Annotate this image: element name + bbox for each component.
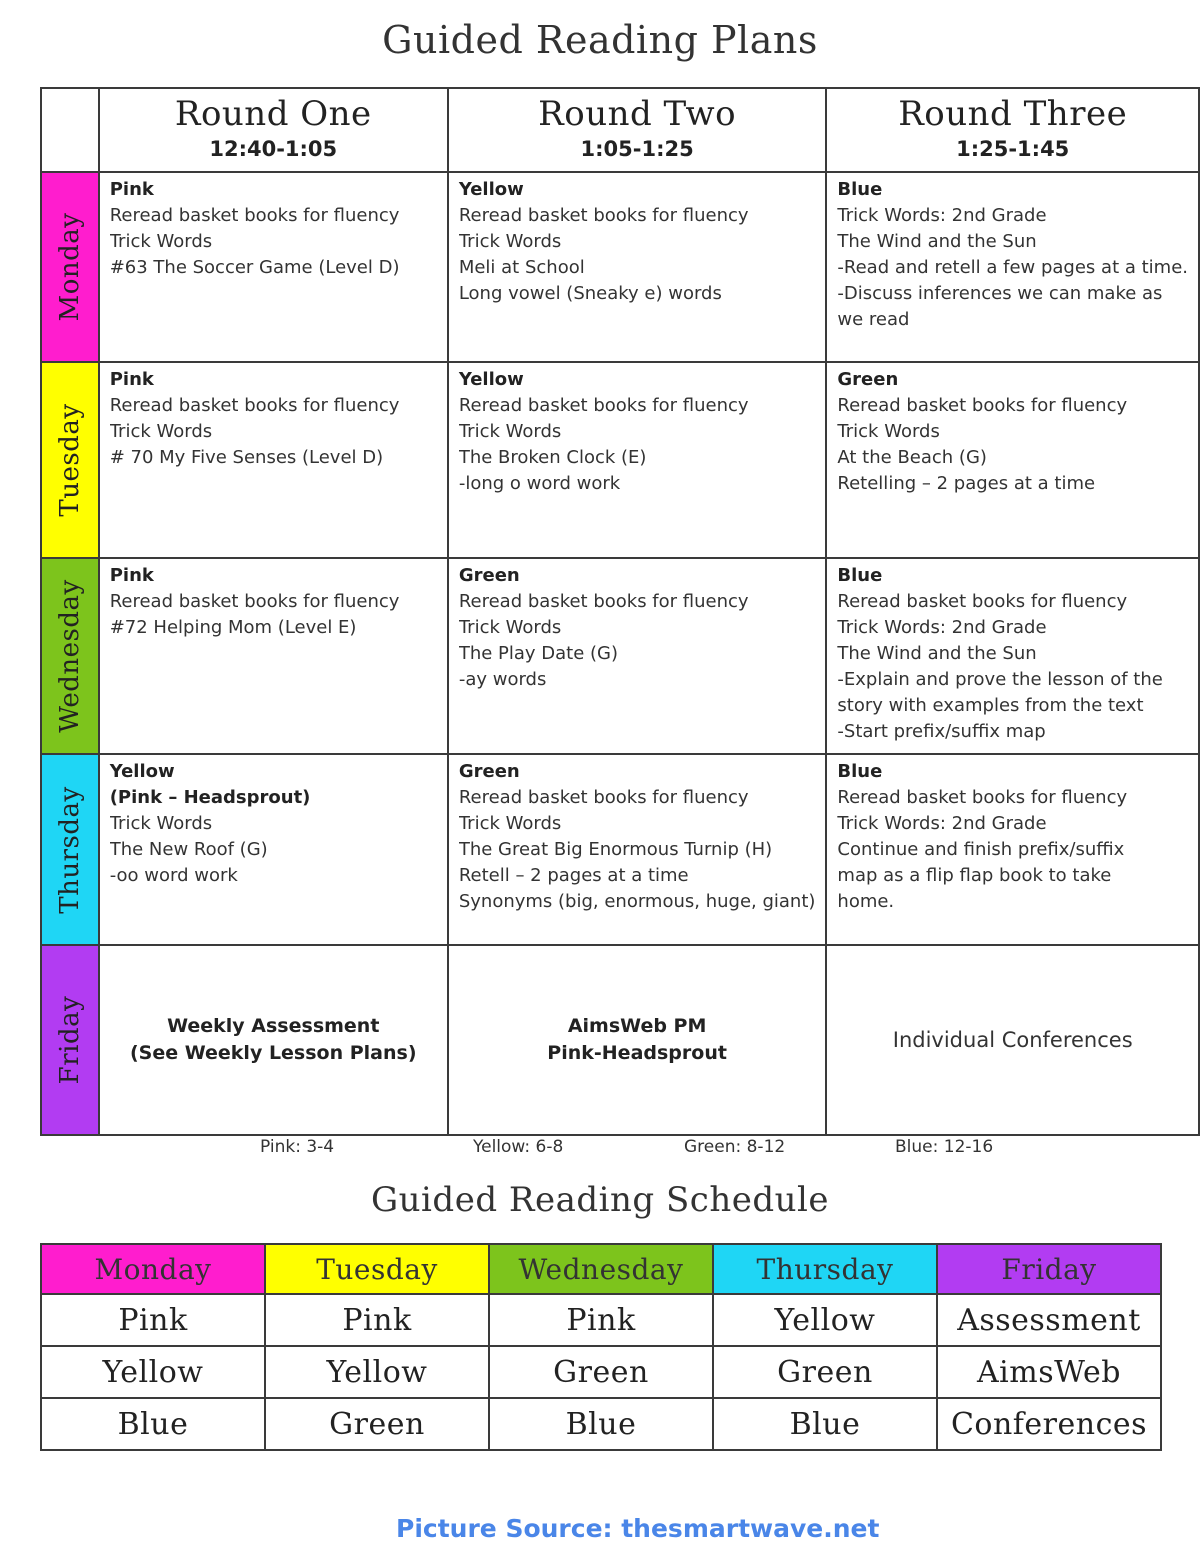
friday-activity: Pink-Headsprout: [547, 1042, 727, 1064]
activity-line: Trick Words: 2nd Grade: [837, 813, 1047, 834]
activity-line: we read: [837, 309, 910, 330]
reading-levels-legend: [0, 1137, 1200, 1161]
schedule-cell: Green: [713, 1346, 937, 1398]
schedule-row: [41, 1398, 1161, 1450]
plans-body: [41, 172, 1199, 1135]
activity-line: -Start prefix/suffix map: [837, 721, 1046, 742]
rounds-header-row: [41, 88, 1199, 172]
activity-line: Trick Words: 2nd Grade: [837, 617, 1047, 638]
plan-cell: [448, 362, 827, 558]
plan-cell: [99, 362, 448, 558]
plan-cell: [448, 558, 827, 754]
schedule-cell: Pink: [41, 1294, 265, 1346]
schedule-cell: Pink: [265, 1294, 489, 1346]
activity-line: Trick Words: [458, 813, 562, 834]
activity-line: Trick Words: 2nd Grade: [837, 205, 1047, 226]
activity-line: Reread basket books for fluency: [458, 205, 749, 226]
round-time: 1:25-1:45: [956, 137, 1070, 161]
day-label: Monday: [54, 212, 85, 322]
plan-cell: [826, 172, 1199, 362]
level-pink: Pink: 3-4: [260, 1137, 335, 1157]
group-name: Yellow: [458, 369, 524, 390]
group-name: Blue: [837, 179, 883, 200]
activity-line: -Explain and prove the lesson of the: [837, 669, 1163, 690]
friday-activity: AimsWeb PM: [567, 1015, 707, 1037]
activity-line: -oo word work: [109, 865, 238, 886]
schedule-cell: Assessment: [937, 1294, 1161, 1346]
activity-line: Trick Words: [109, 421, 213, 442]
day-label: Tuesday: [54, 403, 85, 517]
group-name: Blue: [837, 565, 883, 586]
activity-line: Trick Words: [458, 617, 562, 638]
schedule-cell: Conferences: [937, 1398, 1161, 1450]
day-label: Wednesday: [54, 579, 85, 733]
friday-cell: [448, 945, 827, 1135]
day-row-monday: [41, 172, 1199, 362]
day-row-thursday: [41, 754, 1199, 945]
activity-line: Trick Words: [837, 421, 940, 442]
round-name: Round One: [174, 94, 372, 134]
group-name: Pink: [109, 179, 154, 200]
plan-cell: [99, 172, 448, 362]
activity-line: The New Roof (G): [109, 839, 268, 860]
day-label-cell: [41, 945, 99, 1135]
activity-line: Reread basket books for fluency: [837, 395, 1128, 416]
activity-line: Trick Words: [458, 231, 562, 252]
activity-line: Trick Words: [458, 421, 562, 442]
activity-line: -ay words: [458, 669, 547, 690]
schedule-day-wednesday: Wednesday: [489, 1244, 713, 1294]
activity-line: Reread basket books for fluency: [458, 787, 749, 808]
picture-source-caption: Picture Source: thesmartwave.net: [396, 1514, 880, 1543]
schedule-cell: Blue: [41, 1398, 265, 1450]
plan-cell: [826, 558, 1199, 754]
level-yellow: Yellow: 6-8: [473, 1137, 564, 1157]
activity-line: The Wind and the Sun: [837, 231, 1037, 252]
plan-cell: [826, 362, 1199, 558]
day-row-wednesday: [41, 558, 1199, 754]
guided-reading-plans-table: [40, 87, 1200, 1136]
round-one-header: [99, 88, 448, 172]
group-name: Pink: [109, 369, 154, 390]
activity-line: Reread basket books for fluency: [109, 205, 400, 226]
schedule-cell: Green: [265, 1398, 489, 1450]
plan-cell: [826, 754, 1199, 945]
plan-cell: [448, 754, 827, 945]
activity-line: Trick Words: [109, 231, 213, 252]
activity-line: Long vowel (Sneaky e) words: [458, 283, 722, 304]
corner-cell: [41, 88, 99, 172]
group-note: (Pink – Headsprout): [109, 787, 311, 808]
schedule-cell: Blue: [489, 1398, 713, 1450]
day-row-friday: [41, 945, 1199, 1135]
schedule-body: [41, 1294, 1161, 1450]
activity-line: Continue and finish prefix/suffix: [837, 839, 1125, 860]
activity-line: -Discuss inferences we can make as: [837, 283, 1163, 304]
activity-line: #72 Helping Mom (Level E): [109, 617, 357, 638]
day-label: Friday: [54, 995, 85, 1085]
activity-line: home.: [837, 891, 895, 912]
round-name: Round Three: [898, 94, 1128, 134]
schedule-row: [41, 1294, 1161, 1346]
schedule-row: [41, 1346, 1161, 1398]
group-name: Pink: [109, 565, 154, 586]
round-two-header: [448, 88, 827, 172]
schedule-day-friday: Friday: [937, 1244, 1161, 1294]
activity-line: The Great Big Enormous Turnip (H): [458, 839, 773, 860]
activity-line: Reread basket books for fluency: [837, 591, 1128, 612]
activity-line: Reread basket books for fluency: [458, 395, 749, 416]
schedule-cell: Yellow: [265, 1346, 489, 1398]
group-name: Blue: [837, 761, 883, 782]
activity-line: At the Beach (G): [837, 447, 987, 468]
activity-line: Retell – 2 pages at a time: [458, 865, 689, 886]
plan-cell: [99, 558, 448, 754]
activity-line: Trick Words: [109, 813, 213, 834]
round-time: 12:40-1:05: [209, 137, 338, 161]
round-name: Round Two: [538, 94, 737, 134]
level-blue: Blue: 12-16: [895, 1137, 994, 1157]
schedule-cell: Yellow: [41, 1346, 265, 1398]
activity-line: Meli at School: [458, 257, 585, 278]
plan-cell: [448, 172, 827, 362]
group-name: Yellow: [458, 179, 524, 200]
day-label: Thursday: [54, 785, 85, 914]
activity-line: map as a flip flap book to take: [837, 865, 1112, 886]
activity-line: Retelling – 2 pages at a time: [837, 473, 1096, 494]
group-name: Green: [837, 369, 899, 390]
group-name: Yellow: [109, 761, 175, 782]
schedule-day-monday: Monday: [41, 1244, 265, 1294]
schedule-cell: Blue: [713, 1398, 937, 1450]
day-label-cell: [41, 172, 99, 362]
schedule-header-row: [41, 1244, 1161, 1294]
activity-line: -long o word work: [458, 473, 621, 494]
activity-line: The Broken Clock (E): [458, 447, 647, 468]
round-time: 1:05-1:25: [580, 137, 694, 161]
day-label-cell: [41, 754, 99, 945]
activity-line: #63 The Soccer Game (Level D): [109, 257, 400, 278]
activity-line: Reread basket books for fluency: [109, 395, 400, 416]
activity-line: The Wind and the Sun: [837, 643, 1037, 664]
group-name: Green: [458, 565, 520, 586]
activity-line: Reread basket books for fluency: [837, 787, 1128, 808]
schedule-day-tuesday: Tuesday: [265, 1244, 489, 1294]
friday-activity: (See Weekly Lesson Plans): [129, 1042, 417, 1064]
plan-cell: [99, 754, 448, 945]
friday-activity: Weekly Assessment: [167, 1015, 380, 1037]
page-title: Guided Reading Plans: [382, 18, 818, 62]
day-row-tuesday: [41, 362, 1199, 558]
schedule-cell: AimsWeb: [937, 1346, 1161, 1398]
day-label-cell: [41, 558, 99, 754]
level-green: Green: 8-12: [684, 1137, 786, 1157]
activity-line: Reread basket books for fluency: [109, 591, 400, 612]
activity-line: -Read and retell a few pages at a time.: [837, 257, 1188, 278]
schedule-cell: Pink: [489, 1294, 713, 1346]
friday-cell: [826, 945, 1199, 1135]
round-three-header: [826, 88, 1199, 172]
friday-activity: Individual Conferences: [892, 1028, 1133, 1052]
schedule-cell: Green: [489, 1346, 713, 1398]
schedule-title: Guided Reading Schedule: [371, 1180, 829, 1220]
activity-line: story with examples from the text: [837, 695, 1144, 716]
group-name: Green: [458, 761, 520, 782]
day-label-cell: [41, 362, 99, 558]
activity-line: # 70 My Five Senses (Level D): [109, 447, 384, 468]
activity-line: Reread basket books for fluency: [458, 591, 749, 612]
guided-reading-schedule-table: [40, 1243, 1162, 1451]
schedule-cell: Yellow: [713, 1294, 937, 1346]
activity-line: The Play Date (G): [458, 643, 619, 664]
friday-cell: [99, 945, 448, 1135]
activity-line: Synonyms (big, enormous, huge, giant): [458, 891, 816, 912]
schedule-day-thursday: Thursday: [713, 1244, 937, 1294]
